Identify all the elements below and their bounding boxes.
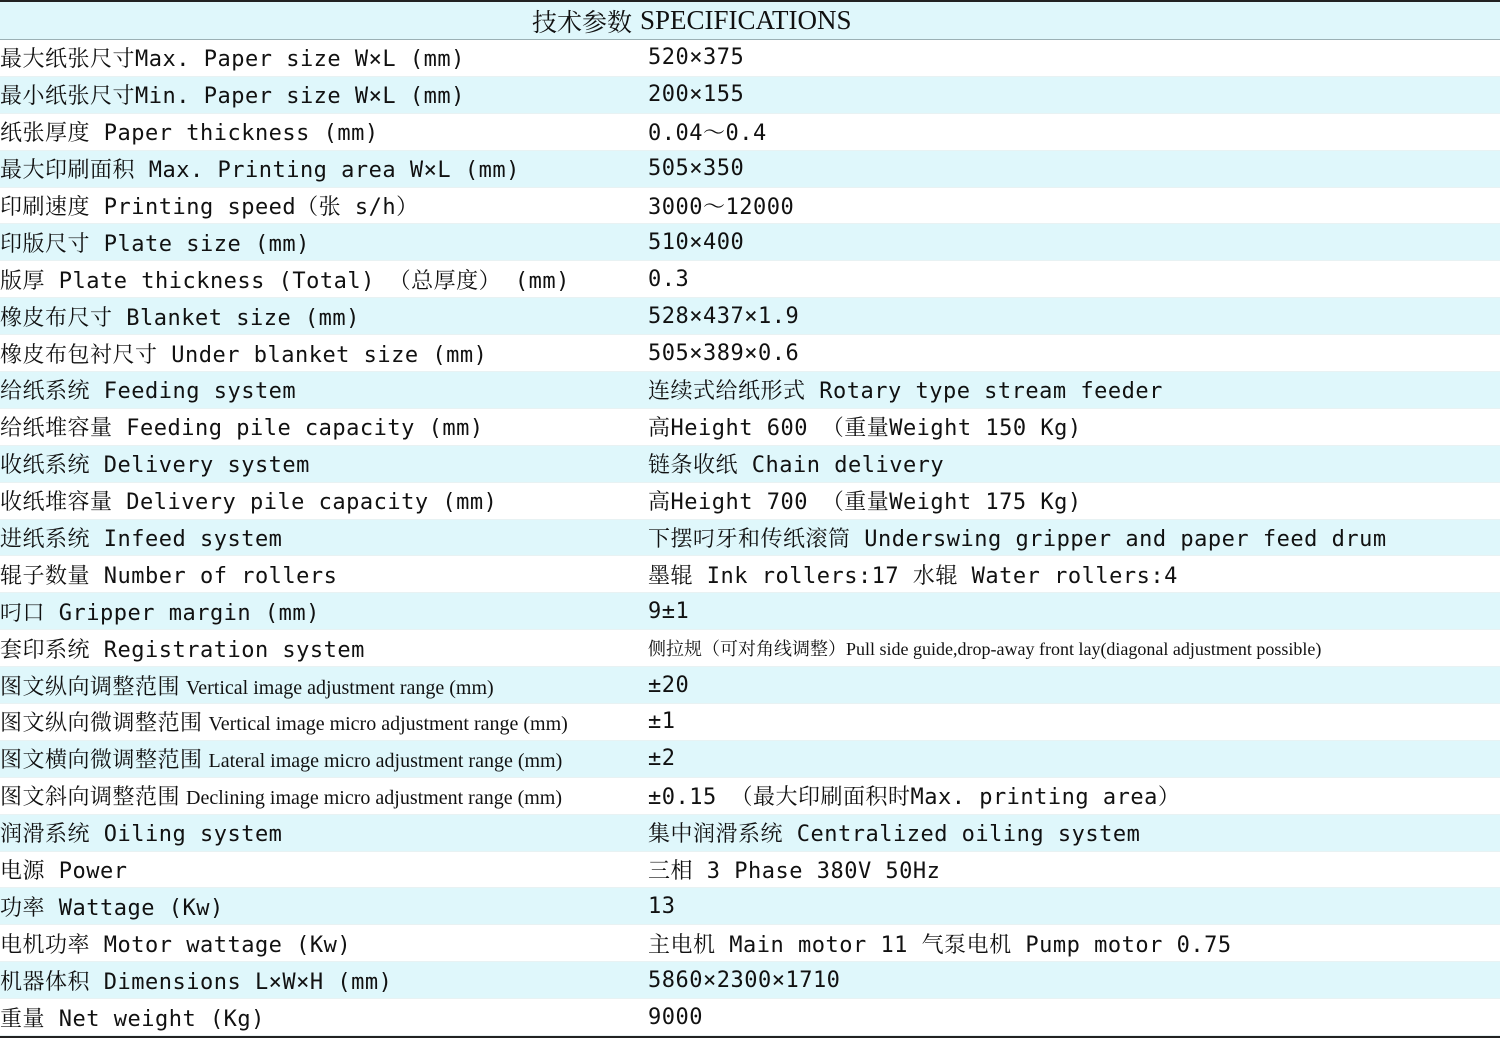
spec-label: 收纸堆容量 Delivery pile capacity (mm) [0, 490, 498, 516]
spec-label [0, 706, 648, 737]
spec-row-feeding-system [0, 372, 1500, 409]
spec-row-blanket-size [0, 298, 1500, 335]
spec-row-printing-area [0, 151, 1500, 188]
spec-label: 橡皮布尺寸 Blanket size (mm) [0, 305, 360, 331]
spec-row-wattage [0, 888, 1500, 925]
spec-row-infeed-system [0, 520, 1500, 557]
spec-value: 510×400 [648, 229, 745, 255]
spec-label: 辊子数量 Number of rollers [0, 563, 338, 589]
spec-label-cn: 图文纵向调整范围 [0, 673, 187, 699]
spec-row-delivery-pile-capacity [0, 483, 1500, 520]
spec-row-oiling-system [0, 815, 1500, 852]
spec-row-plate-size [0, 224, 1500, 261]
spec-label: 橡皮布包衬尺寸 Under blanket size (mm) [0, 342, 488, 368]
spec-row-delivery-system [0, 446, 1500, 483]
bottom-rule [0, 1036, 1500, 1038]
spec-label: 重量 Net weight (Kg) [0, 1006, 265, 1032]
spec-value: 侧拉规（可对角线调整）Pull side guide,drop-away front lay(diagonal adjustment possible) [648, 639, 1322, 660]
spec-label-en: Declining image micro adjustment range (mm) [186, 787, 563, 810]
spec-row-lateral-micro-adjustment [0, 741, 1500, 778]
spec-label [0, 780, 648, 811]
spec-value: 13 [648, 893, 676, 919]
spec-value: 三相 3 Phase 380V 50Hz [648, 859, 941, 885]
spec-label [0, 743, 648, 774]
spec-value: 0.3 [648, 266, 690, 292]
spec-row-vertical-adjustment [0, 667, 1500, 704]
spec-label [0, 670, 648, 701]
spec-label-en: Lateral image micro adjustment range (mm) [208, 750, 563, 773]
spec-value: 505×389×0.6 [648, 340, 800, 366]
spec-row-dimensions [0, 962, 1500, 999]
spec-label: 给纸系统 Feeding system [0, 379, 297, 405]
spec-value: 高Height 600 （重量Weight 150 Kg) [648, 416, 1082, 442]
spec-value: 下摆叼牙和传纸滚筒 Underswing gripper and paper feed drum [648, 527, 1387, 553]
spec-row-max-paper-size [0, 40, 1500, 77]
spec-value: ±20 [648, 672, 690, 698]
spec-label-en: Vertical image micro adjustment range (mm) [208, 713, 568, 736]
spec-label: 进纸系统 Infeed system [0, 527, 283, 553]
spec-row-number-of-rollers [0, 556, 1500, 593]
spec-value: ±0.15 （最大印刷面积时Max. printing area） [648, 785, 1181, 811]
spec-label: 润滑系统 Oiling system [0, 822, 283, 848]
spec-row-power [0, 852, 1500, 889]
spec-table [0, 40, 1500, 1036]
spec-row-gripper-margin [0, 593, 1500, 630]
spec-value: 集中润滑系统 Centralized oiling system [648, 822, 1141, 848]
spec-label: 最小纸张尺寸Min. Paper size W×L (mm) [0, 84, 465, 110]
spec-value: 200×155 [648, 82, 745, 108]
spec-label: 叼口 Gripper margin (mm) [0, 600, 320, 626]
spec-value: 主电机 Main motor 11 气泵电机 Pump motor 0.75 [648, 932, 1232, 958]
spec-value: ±2 [648, 746, 676, 772]
spec-label: 电源 Power [0, 859, 128, 885]
spec-row-registration-system [0, 630, 1500, 667]
spec-value: 0.04～0.4 [648, 121, 767, 147]
spec-row-min-paper-size [0, 77, 1500, 114]
spec-title-row [0, 2, 1500, 40]
spec-row-motor-wattage [0, 925, 1500, 962]
spec-value: 505×350 [648, 156, 745, 182]
spec-label-cn: 图文纵向微调整范围 [0, 710, 209, 736]
spec-value: 520×375 [648, 45, 745, 71]
spec-label: 纸张厚度 Paper thickness (mm) [0, 121, 379, 147]
spec-value: 高Height 700 （重量Weight 175 Kg) [648, 490, 1082, 516]
spec-value: 528×437×1.9 [648, 303, 800, 329]
spec-row-vertical-micro-adjustment [0, 704, 1500, 741]
spec-value: 9±1 [648, 598, 690, 624]
spec-label: 套印系统 Registration system [0, 637, 365, 663]
spec-label: 最大印刷面积 Max. Printing area W×L (mm) [0, 158, 520, 184]
spec-value: ±1 [648, 709, 676, 735]
spec-value: 3000～12000 [648, 195, 795, 220]
spec-row-plate-thickness [0, 261, 1500, 298]
spec-label: 印刷速度 Printing speed（张 s/h） [0, 195, 419, 220]
spec-value: 5860×2300×1710 [648, 967, 841, 993]
spec-label-en: Vertical image adjustment range (mm) [186, 676, 494, 699]
spec-label: 最大纸张尺寸Max. Paper size W×L (mm) [0, 47, 465, 73]
spec-label: 电机功率 Motor wattage (Kw) [0, 932, 352, 958]
spec-row-feeding-pile-capacity [0, 409, 1500, 446]
spec-row-under-blanket-size [0, 335, 1500, 372]
spec-label-cn: 图文斜向调整范围 [0, 784, 187, 810]
spec-label: 版厚 Plate thickness (Total) （总厚度） (mm) [0, 268, 570, 294]
spec-row-paper-thickness [0, 114, 1500, 151]
title-en: SPECIFICATIONS [640, 5, 852, 35]
spec-row-printing-speed [0, 188, 1500, 225]
spec-label: 机器体积 Dimensions L×W×H (mm) [0, 969, 393, 995]
spec-label-cn: 图文横向微调整范围 [0, 747, 209, 773]
spec-row-declining-adjustment [0, 778, 1500, 815]
spec-row-net-weight [0, 999, 1500, 1036]
spec-value: 连续式给纸形式 Rotary type stream feeder [648, 379, 1163, 405]
spec-label: 收纸系统 Delivery system [0, 453, 310, 479]
spec-label: 功率 Wattage (Kw) [0, 895, 224, 921]
spec-label: 给纸堆容量 Feeding pile capacity (mm) [0, 416, 484, 442]
spec-value: 9000 [648, 1004, 703, 1030]
title-cn: 技术参数 [531, 7, 632, 37]
spec-value: 链条收纸 Chain delivery [648, 453, 945, 479]
spec-value: 墨辊 Ink rollers:17 水辊 Water rollers:4 [648, 563, 1178, 589]
spec-label: 印版尺寸 Plate size (mm) [0, 231, 310, 257]
